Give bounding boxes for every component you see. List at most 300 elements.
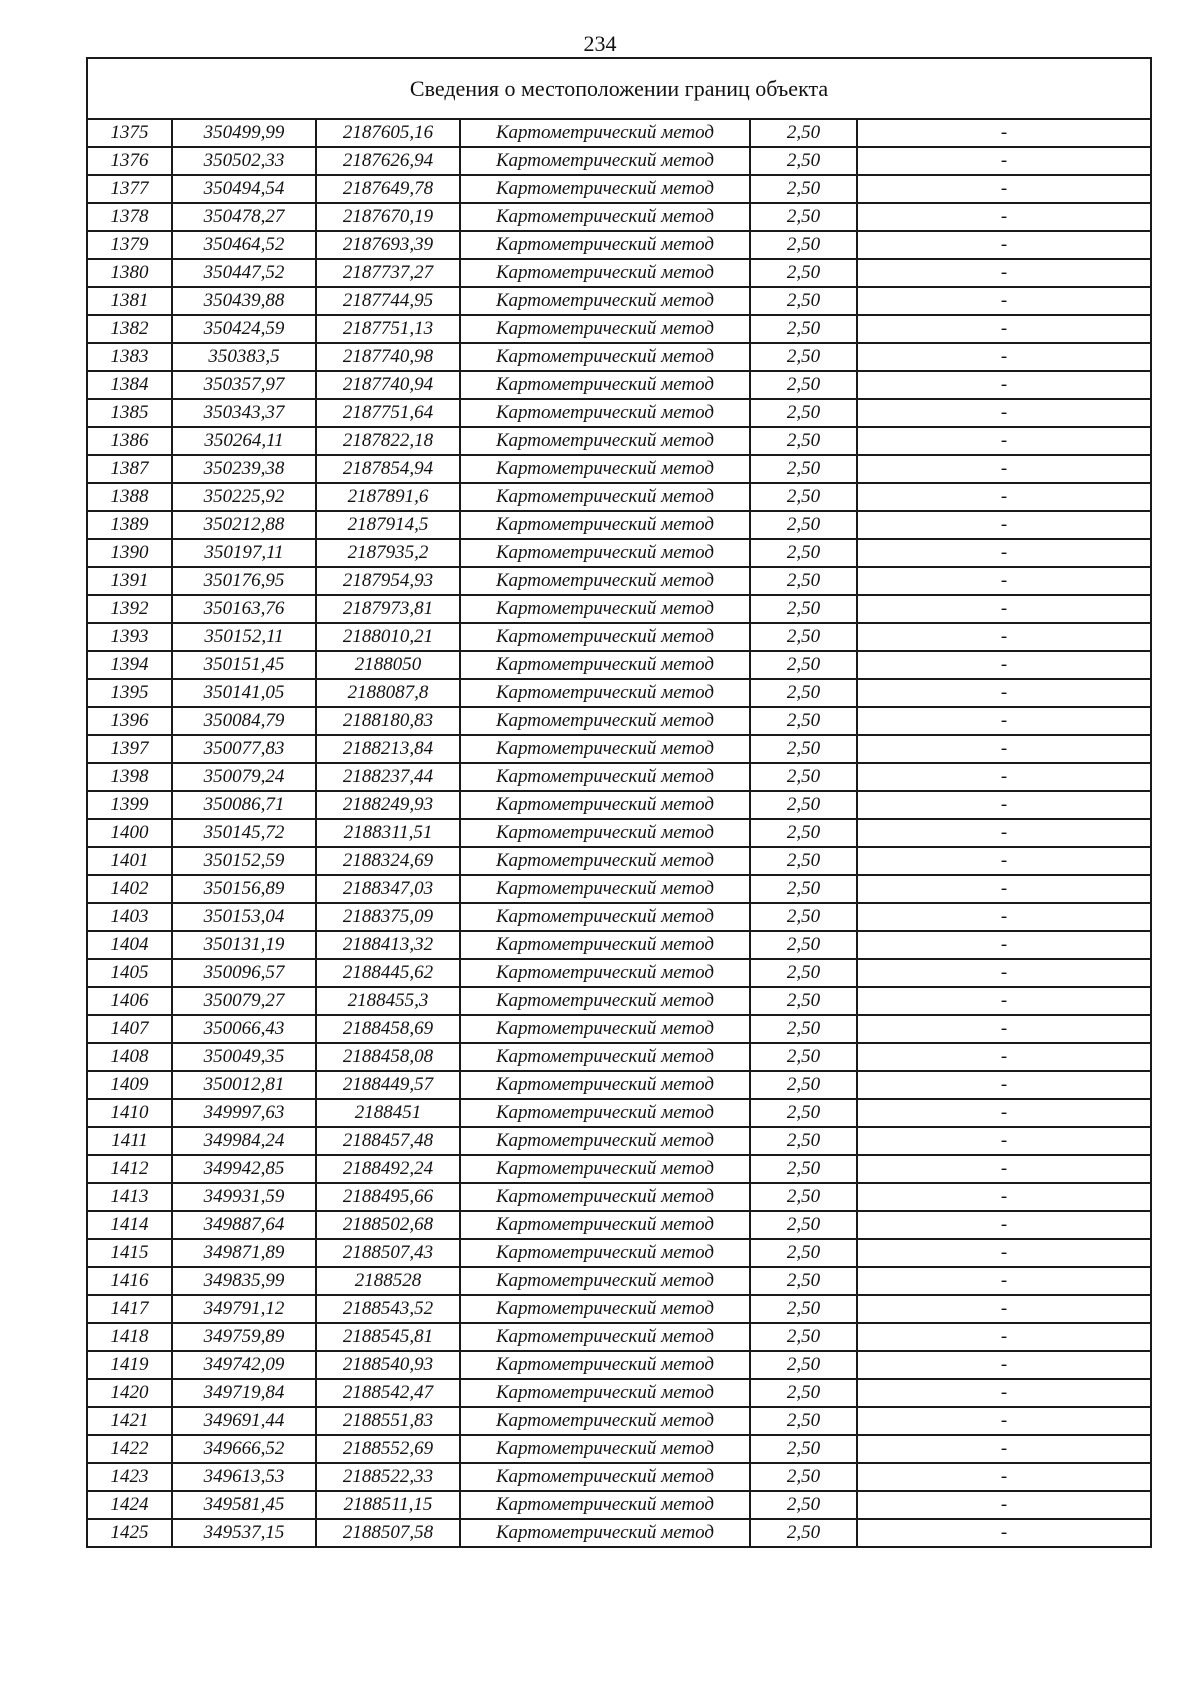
table-row — [87, 427, 1151, 455]
method-cell: Картометрический метод — [460, 567, 750, 595]
table-row — [87, 931, 1151, 959]
table-row — [87, 1379, 1151, 1407]
accuracy-cell: 2,50 — [750, 1519, 857, 1547]
table-row — [87, 1099, 1151, 1127]
accuracy-cell: 2,50 — [750, 1351, 857, 1379]
table-row — [87, 287, 1151, 315]
x-coordinate-cell: 350131,19 — [172, 931, 316, 959]
point-number-cell: 1424 — [87, 1491, 172, 1519]
accuracy-cell: 2,50 — [750, 1295, 857, 1323]
description-cell: - — [857, 763, 1151, 791]
point-number-cell: 1411 — [87, 1127, 172, 1155]
description-cell: - — [857, 1267, 1151, 1295]
accuracy-cell: 2,50 — [750, 1127, 857, 1155]
point-number-cell: 1399 — [87, 791, 172, 819]
x-coordinate-cell: 349666,52 — [172, 1435, 316, 1463]
point-number-cell: 1420 — [87, 1379, 172, 1407]
table-row — [87, 119, 1151, 147]
y-coordinate-cell: 2188180,83 — [316, 707, 460, 735]
accuracy-cell: 2,50 — [750, 1155, 857, 1183]
y-coordinate-cell: 2188249,93 — [316, 791, 460, 819]
point-number-cell: 1407 — [87, 1015, 172, 1043]
table-row — [87, 483, 1151, 511]
accuracy-cell: 2,50 — [750, 371, 857, 399]
method-cell: Картометрический метод — [460, 903, 750, 931]
point-number-cell: 1376 — [87, 147, 172, 175]
table-row — [87, 1435, 1151, 1463]
method-cell: Картометрический метод — [460, 931, 750, 959]
point-number-cell: 1385 — [87, 399, 172, 427]
y-coordinate-cell: 2188087,8 — [316, 679, 460, 707]
table-row — [87, 231, 1151, 259]
accuracy-cell: 2,50 — [750, 707, 857, 735]
y-coordinate-cell: 2188552,69 — [316, 1435, 460, 1463]
y-coordinate-cell: 2188511,15 — [316, 1491, 460, 1519]
description-cell: - — [857, 1435, 1151, 1463]
method-cell: Картометрический метод — [460, 1407, 750, 1435]
accuracy-cell: 2,50 — [750, 819, 857, 847]
method-cell: Картометрический метод — [460, 175, 750, 203]
description-cell: - — [857, 231, 1151, 259]
accuracy-cell: 2,50 — [750, 1323, 857, 1351]
x-coordinate-cell: 349581,45 — [172, 1491, 316, 1519]
accuracy-cell: 2,50 — [750, 1491, 857, 1519]
y-coordinate-cell: 2188458,08 — [316, 1043, 460, 1071]
y-coordinate-cell: 2188347,03 — [316, 875, 460, 903]
y-coordinate-cell: 2188445,62 — [316, 959, 460, 987]
table-row — [87, 1491, 1151, 1519]
table-row — [87, 1295, 1151, 1323]
y-coordinate-cell: 2187914,5 — [316, 511, 460, 539]
point-number-cell: 1414 — [87, 1211, 172, 1239]
description-cell: - — [857, 595, 1151, 623]
y-coordinate-cell: 2188457,48 — [316, 1127, 460, 1155]
point-number-cell: 1397 — [87, 735, 172, 763]
x-coordinate-cell: 350439,88 — [172, 287, 316, 315]
description-cell: - — [857, 707, 1151, 735]
method-cell: Картометрический метод — [460, 511, 750, 539]
table-row — [87, 1211, 1151, 1239]
y-coordinate-cell: 2188528 — [316, 1267, 460, 1295]
description-cell: - — [857, 987, 1151, 1015]
method-cell: Картометрический метод — [460, 1379, 750, 1407]
x-coordinate-cell: 350499,99 — [172, 119, 316, 147]
method-cell: Картометрический метод — [460, 1491, 750, 1519]
method-cell: Картометрический метод — [460, 259, 750, 287]
accuracy-cell: 2,50 — [750, 1211, 857, 1239]
table-row — [87, 567, 1151, 595]
table-row — [87, 735, 1151, 763]
accuracy-cell: 2,50 — [750, 651, 857, 679]
description-cell: - — [857, 1239, 1151, 1267]
x-coordinate-cell: 349537,15 — [172, 1519, 316, 1547]
accuracy-cell: 2,50 — [750, 1043, 857, 1071]
point-number-cell: 1413 — [87, 1183, 172, 1211]
method-cell: Картометрический метод — [460, 651, 750, 679]
table-row — [87, 1407, 1151, 1435]
method-cell: Картометрический метод — [460, 679, 750, 707]
method-cell: Картометрический метод — [460, 1239, 750, 1267]
accuracy-cell: 2,50 — [750, 567, 857, 595]
table-row — [87, 707, 1151, 735]
method-cell: Картометрический метод — [460, 763, 750, 791]
point-number-cell: 1419 — [87, 1351, 172, 1379]
description-cell: - — [857, 203, 1151, 231]
method-cell: Картометрический метод — [460, 1211, 750, 1239]
table-row — [87, 455, 1151, 483]
description-cell: - — [857, 1015, 1151, 1043]
table-row — [87, 875, 1151, 903]
y-coordinate-cell: 2187935,2 — [316, 539, 460, 567]
method-cell: Картометрический метод — [460, 119, 750, 147]
table-row — [87, 147, 1151, 175]
point-number-cell: 1392 — [87, 595, 172, 623]
description-cell: - — [857, 735, 1151, 763]
y-coordinate-cell: 2188507,43 — [316, 1239, 460, 1267]
point-number-cell: 1383 — [87, 343, 172, 371]
accuracy-cell: 2,50 — [750, 679, 857, 707]
description-cell: - — [857, 623, 1151, 651]
description-cell: - — [857, 259, 1151, 287]
y-coordinate-cell: 2188495,66 — [316, 1183, 460, 1211]
x-coordinate-cell: 350502,33 — [172, 147, 316, 175]
point-number-cell: 1394 — [87, 651, 172, 679]
accuracy-cell: 2,50 — [750, 1463, 857, 1491]
table-row — [87, 903, 1151, 931]
x-coordinate-cell: 350079,27 — [172, 987, 316, 1015]
table-row — [87, 203, 1151, 231]
point-number-cell: 1412 — [87, 1155, 172, 1183]
table-row — [87, 1015, 1151, 1043]
accuracy-cell: 2,50 — [750, 483, 857, 511]
accuracy-cell: 2,50 — [750, 623, 857, 651]
x-coordinate-cell: 349742,09 — [172, 1351, 316, 1379]
accuracy-cell: 2,50 — [750, 1267, 857, 1295]
table-row — [87, 1267, 1151, 1295]
table-row — [87, 1071, 1151, 1099]
table-row — [87, 175, 1151, 203]
method-cell: Картометрический метод — [460, 231, 750, 259]
accuracy-cell: 2,50 — [750, 987, 857, 1015]
point-number-cell: 1382 — [87, 315, 172, 343]
description-cell: - — [857, 287, 1151, 315]
table-row — [87, 1183, 1151, 1211]
point-number-cell: 1425 — [87, 1519, 172, 1547]
accuracy-cell: 2,50 — [750, 1379, 857, 1407]
point-number-cell: 1417 — [87, 1295, 172, 1323]
method-cell: Картометрический метод — [460, 399, 750, 427]
y-coordinate-cell: 2188455,3 — [316, 987, 460, 1015]
point-number-cell: 1402 — [87, 875, 172, 903]
table-row — [87, 1519, 1151, 1547]
method-cell: Картометрический метод — [460, 455, 750, 483]
description-cell: - — [857, 1463, 1151, 1491]
y-coordinate-cell: 2188375,09 — [316, 903, 460, 931]
method-cell: Картометрический метод — [460, 343, 750, 371]
y-coordinate-cell: 2187740,94 — [316, 371, 460, 399]
x-coordinate-cell: 350141,05 — [172, 679, 316, 707]
description-cell: - — [857, 1071, 1151, 1099]
method-cell: Картометрический метод — [460, 1127, 750, 1155]
description-cell: - — [857, 147, 1151, 175]
y-coordinate-cell: 2188451 — [316, 1099, 460, 1127]
description-cell: - — [857, 399, 1151, 427]
accuracy-cell: 2,50 — [750, 539, 857, 567]
y-coordinate-cell: 2188502,68 — [316, 1211, 460, 1239]
description-cell: - — [857, 791, 1151, 819]
point-number-cell: 1423 — [87, 1463, 172, 1491]
y-coordinate-cell: 2188492,24 — [316, 1155, 460, 1183]
x-coordinate-cell: 350383,5 — [172, 343, 316, 371]
description-cell: - — [857, 539, 1151, 567]
table-row — [87, 511, 1151, 539]
y-coordinate-cell: 2188010,21 — [316, 623, 460, 651]
accuracy-cell: 2,50 — [750, 763, 857, 791]
y-coordinate-cell: 2187737,27 — [316, 259, 460, 287]
table-row — [87, 1323, 1151, 1351]
accuracy-cell: 2,50 — [750, 455, 857, 483]
method-cell: Картометрический метод — [460, 1463, 750, 1491]
point-number-cell: 1418 — [87, 1323, 172, 1351]
accuracy-cell: 2,50 — [750, 203, 857, 231]
x-coordinate-cell: 350012,81 — [172, 1071, 316, 1099]
table-row — [87, 847, 1151, 875]
table-row — [87, 679, 1151, 707]
method-cell: Картометрический метод — [460, 959, 750, 987]
method-cell: Картометрический метод — [460, 371, 750, 399]
table-row — [87, 315, 1151, 343]
x-coordinate-cell: 350079,24 — [172, 763, 316, 791]
point-number-cell: 1393 — [87, 623, 172, 651]
point-number-cell: 1377 — [87, 175, 172, 203]
x-coordinate-cell: 349984,24 — [172, 1127, 316, 1155]
description-cell: - — [857, 959, 1151, 987]
method-cell: Картометрический метод — [460, 1043, 750, 1071]
accuracy-cell: 2,50 — [750, 1183, 857, 1211]
point-number-cell: 1406 — [87, 987, 172, 1015]
method-cell: Картометрический метод — [460, 1323, 750, 1351]
y-coordinate-cell: 2188543,52 — [316, 1295, 460, 1323]
y-coordinate-cell: 2188458,69 — [316, 1015, 460, 1043]
method-cell: Картометрический метод — [460, 483, 750, 511]
point-number-cell: 1391 — [87, 567, 172, 595]
method-cell: Картометрический метод — [460, 1183, 750, 1211]
x-coordinate-cell: 350212,88 — [172, 511, 316, 539]
description-cell: - — [857, 455, 1151, 483]
description-cell: - — [857, 651, 1151, 679]
accuracy-cell: 2,50 — [750, 1015, 857, 1043]
y-coordinate-cell: 2188413,32 — [316, 931, 460, 959]
accuracy-cell: 2,50 — [750, 315, 857, 343]
method-cell: Картометрический метод — [460, 987, 750, 1015]
x-coordinate-cell: 349931,59 — [172, 1183, 316, 1211]
point-number-cell: 1378 — [87, 203, 172, 231]
table-row — [87, 343, 1151, 371]
accuracy-cell: 2,50 — [750, 595, 857, 623]
table-row — [87, 791, 1151, 819]
x-coordinate-cell: 350447,52 — [172, 259, 316, 287]
description-cell: - — [857, 1099, 1151, 1127]
accuracy-cell: 2,50 — [750, 1239, 857, 1267]
method-cell: Картометрический метод — [460, 1015, 750, 1043]
method-cell: Картометрический метод — [460, 707, 750, 735]
table-row — [87, 1155, 1151, 1183]
description-cell: - — [857, 315, 1151, 343]
table-row — [87, 399, 1151, 427]
description-cell: - — [857, 1043, 1151, 1071]
point-number-cell: 1415 — [87, 1239, 172, 1267]
table-row — [87, 1043, 1151, 1071]
y-coordinate-cell: 2188324,69 — [316, 847, 460, 875]
table-row — [87, 595, 1151, 623]
accuracy-cell: 2,50 — [750, 259, 857, 287]
accuracy-cell: 2,50 — [750, 903, 857, 931]
point-number-cell: 1384 — [87, 371, 172, 399]
description-cell: - — [857, 175, 1151, 203]
description-cell: - — [857, 875, 1151, 903]
accuracy-cell: 2,50 — [750, 427, 857, 455]
description-cell: - — [857, 1127, 1151, 1155]
y-coordinate-cell: 2188545,81 — [316, 1323, 460, 1351]
description-cell: - — [857, 1295, 1151, 1323]
accuracy-cell: 2,50 — [750, 1099, 857, 1127]
method-cell: Картометрический метод — [460, 315, 750, 343]
description-cell: - — [857, 1351, 1151, 1379]
accuracy-cell: 2,50 — [750, 735, 857, 763]
method-cell: Картометрический метод — [460, 1267, 750, 1295]
y-coordinate-cell: 2187744,95 — [316, 287, 460, 315]
x-coordinate-cell: 349835,99 — [172, 1267, 316, 1295]
table-row — [87, 371, 1151, 399]
x-coordinate-cell: 350176,95 — [172, 567, 316, 595]
description-cell: - — [857, 427, 1151, 455]
method-cell: Картометрический метод — [460, 427, 750, 455]
method-cell: Картометрический метод — [460, 1351, 750, 1379]
table-body — [87, 119, 1151, 1547]
accuracy-cell: 2,50 — [750, 119, 857, 147]
y-coordinate-cell: 2187751,64 — [316, 399, 460, 427]
x-coordinate-cell: 350152,11 — [172, 623, 316, 651]
description-cell: - — [857, 567, 1151, 595]
point-number-cell: 1386 — [87, 427, 172, 455]
x-coordinate-cell: 349942,85 — [172, 1155, 316, 1183]
description-cell: - — [857, 819, 1151, 847]
x-coordinate-cell: 350464,52 — [172, 231, 316, 259]
accuracy-cell: 2,50 — [750, 959, 857, 987]
y-coordinate-cell: 2187973,81 — [316, 595, 460, 623]
description-cell: - — [857, 1379, 1151, 1407]
method-cell: Картометрический метод — [460, 539, 750, 567]
method-cell: Картометрический метод — [460, 847, 750, 875]
description-cell: - — [857, 343, 1151, 371]
point-number-cell: 1379 — [87, 231, 172, 259]
point-number-cell: 1400 — [87, 819, 172, 847]
y-coordinate-cell: 2187626,94 — [316, 147, 460, 175]
y-coordinate-cell: 2188050 — [316, 651, 460, 679]
x-coordinate-cell: 350077,83 — [172, 735, 316, 763]
x-coordinate-cell: 349613,53 — [172, 1463, 316, 1491]
y-coordinate-cell: 2188213,84 — [316, 735, 460, 763]
x-coordinate-cell: 350049,35 — [172, 1043, 316, 1071]
point-number-cell: 1416 — [87, 1267, 172, 1295]
accuracy-cell: 2,50 — [750, 147, 857, 175]
description-cell: - — [857, 1491, 1151, 1519]
accuracy-cell: 2,50 — [750, 1071, 857, 1099]
table-title-row — [87, 58, 1151, 119]
accuracy-cell: 2,50 — [750, 875, 857, 903]
y-coordinate-cell: 2187670,19 — [316, 203, 460, 231]
x-coordinate-cell: 350096,57 — [172, 959, 316, 987]
method-cell: Картометрический метод — [460, 147, 750, 175]
method-cell: Картометрический метод — [460, 287, 750, 315]
x-coordinate-cell: 350151,45 — [172, 651, 316, 679]
method-cell: Картометрический метод — [460, 595, 750, 623]
description-cell: - — [857, 847, 1151, 875]
x-coordinate-cell: 349759,89 — [172, 1323, 316, 1351]
point-number-cell: 1396 — [87, 707, 172, 735]
accuracy-cell: 2,50 — [750, 931, 857, 959]
method-cell: Картометрический метод — [460, 1435, 750, 1463]
table-row — [87, 651, 1151, 679]
description-cell: - — [857, 483, 1151, 511]
description-cell: - — [857, 1183, 1151, 1211]
x-coordinate-cell: 350086,71 — [172, 791, 316, 819]
point-number-cell: 1409 — [87, 1071, 172, 1099]
y-coordinate-cell: 2188540,93 — [316, 1351, 460, 1379]
method-cell: Картометрический метод — [460, 1071, 750, 1099]
point-number-cell: 1422 — [87, 1435, 172, 1463]
method-cell: Картометрический метод — [460, 203, 750, 231]
x-coordinate-cell: 349887,64 — [172, 1211, 316, 1239]
point-number-cell: 1375 — [87, 119, 172, 147]
x-coordinate-cell: 350424,59 — [172, 315, 316, 343]
x-coordinate-cell: 350153,04 — [172, 903, 316, 931]
point-number-cell: 1390 — [87, 539, 172, 567]
table-row — [87, 1127, 1151, 1155]
x-coordinate-cell: 349719,84 — [172, 1379, 316, 1407]
description-cell: - — [857, 511, 1151, 539]
x-coordinate-cell: 350163,76 — [172, 595, 316, 623]
point-number-cell: 1404 — [87, 931, 172, 959]
method-cell: Картометрический метод — [460, 819, 750, 847]
method-cell: Картометрический метод — [460, 1155, 750, 1183]
y-coordinate-cell: 2188542,47 — [316, 1379, 460, 1407]
y-coordinate-cell: 2187954,93 — [316, 567, 460, 595]
description-cell: - — [857, 1155, 1151, 1183]
method-cell: Картометрический метод — [460, 875, 750, 903]
point-number-cell: 1401 — [87, 847, 172, 875]
x-coordinate-cell: 350239,38 — [172, 455, 316, 483]
method-cell: Картометрический метод — [460, 791, 750, 819]
x-coordinate-cell: 350494,54 — [172, 175, 316, 203]
point-number-cell: 1421 — [87, 1407, 172, 1435]
point-number-cell: 1398 — [87, 763, 172, 791]
y-coordinate-cell: 2188237,44 — [316, 763, 460, 791]
point-number-cell: 1380 — [87, 259, 172, 287]
accuracy-cell: 2,50 — [750, 791, 857, 819]
description-cell: - — [857, 679, 1151, 707]
description-cell: - — [857, 1519, 1151, 1547]
description-cell: - — [857, 1211, 1151, 1239]
method-cell: Картометрический метод — [460, 735, 750, 763]
method-cell: Картометрический метод — [460, 1519, 750, 1547]
y-coordinate-cell: 2188311,51 — [316, 819, 460, 847]
table-row — [87, 987, 1151, 1015]
x-coordinate-cell: 349871,89 — [172, 1239, 316, 1267]
x-coordinate-cell: 350084,79 — [172, 707, 316, 735]
x-coordinate-cell: 349791,12 — [172, 1295, 316, 1323]
table-row — [87, 819, 1151, 847]
